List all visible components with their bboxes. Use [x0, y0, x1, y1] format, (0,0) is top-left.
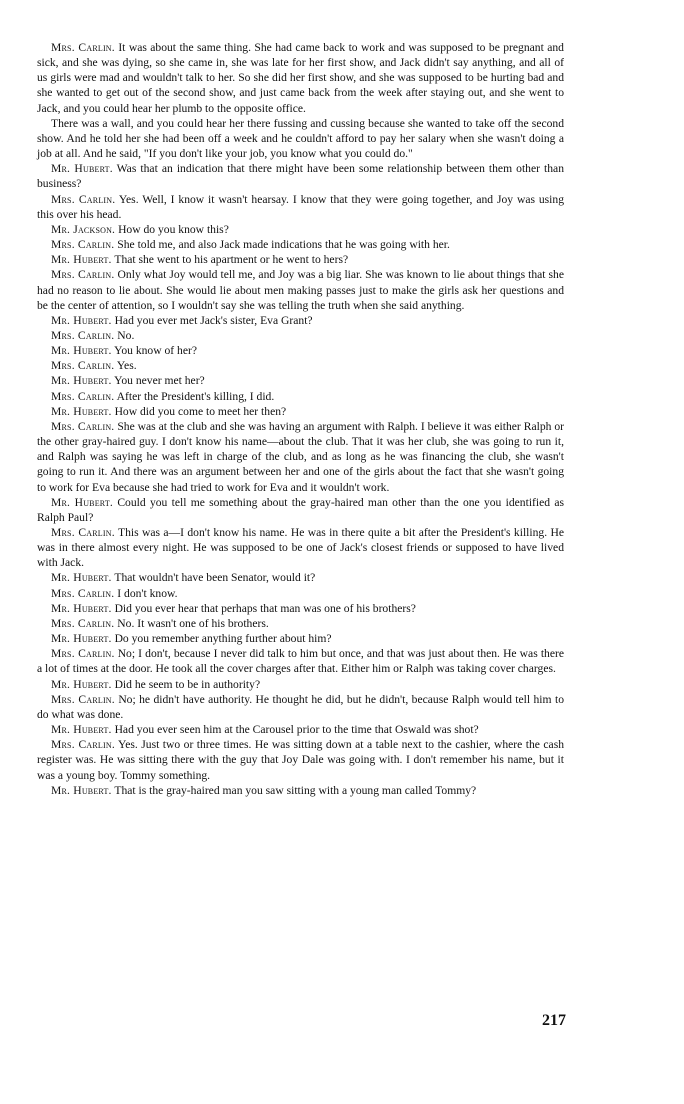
paragraph	[37, 525, 564, 570]
paragraph-text: No; I don't, because I never did talk to him but once, and that was just about then. He was there a lot of times at the door. He took all the cover charges after that. Either him or Ralph was taking cover charges.	[37, 647, 564, 676]
paragraph-text: There was a wall, and you could hear her there fussing and cussing because she wanted to take off the second show. And he told her she had been off a week and he couldn't afford to pay her salary when she wasn't doing a job at all. And he said, "If you don't like your job, you know what you could do."	[37, 116, 564, 161]
paragraph-text: Had you ever met Jack's sister, Eva Grant?	[114, 313, 313, 327]
paragraph	[37, 389, 564, 404]
paragraph-text: You never met her?	[114, 374, 205, 388]
paragraph	[37, 783, 564, 798]
paragraph	[37, 358, 564, 373]
speaker-name: Mrs. Carlin.	[51, 526, 115, 539]
paragraph	[37, 692, 564, 722]
paragraph	[37, 586, 564, 601]
paragraph-text: I don't know.	[117, 586, 178, 600]
speaker-name: Mrs. Carlin.	[51, 41, 115, 54]
speaker-name: Mr. Hubert.	[51, 162, 113, 176]
paragraph	[37, 737, 564, 782]
paragraph	[37, 313, 564, 328]
speaker-name: Mrs. Carlin.	[51, 359, 115, 373]
paragraph	[37, 631, 564, 646]
paragraph	[37, 267, 564, 312]
paragraph-text: This was a—I don't know his name. He was in there quite a bit after the President's killing. He was in there almost every night. He was supposed to be one of Jack's closest friends or supposed to have lived with Jack.	[37, 526, 564, 570]
speaker-name: Mrs. Carlin.	[51, 419, 115, 433]
paragraph-text: Did he seem to be in authority?	[114, 677, 261, 691]
speaker-name: Mr. Hubert.	[51, 374, 112, 388]
paragraph-text: Did you ever hear that perhaps that man was one of his brothers?	[114, 601, 416, 615]
paragraph	[37, 646, 564, 676]
paragraph-text: Was that an indication that there might have been some relationship between them other than business?	[37, 162, 564, 191]
paragraph-text: She told me, and also Jack made indications that he was going with her.	[117, 238, 450, 252]
speaker-name: Mr. Hubert.	[51, 783, 112, 797]
speaker-name: Mr. Hubert.	[51, 632, 112, 646]
paragraph	[37, 40, 564, 116]
speaker-name: Mr. Hubert.	[51, 253, 112, 267]
speaker-name: Mrs. Carlin.	[51, 692, 115, 706]
speaker-name: Mr. Hubert.	[51, 404, 112, 418]
paragraph	[37, 495, 564, 525]
paragraph-text: You know of her?	[114, 344, 197, 358]
paragraph	[37, 404, 564, 419]
paragraph-text: How did you come to meet her then?	[114, 404, 287, 418]
speaker-name: Mrs. Carlin.	[51, 268, 115, 282]
speaker-name: Mrs. Carlin.	[51, 238, 115, 252]
paragraph-text: After the President's killing, I did.	[116, 389, 275, 403]
paragraph-text: No; he didn't have authority. He thought he did, but he didn't, because Ralph would tell him to do what was done.	[37, 692, 564, 721]
speaker-name: Mrs. Carlin.	[51, 389, 115, 403]
paragraph-text: How do you know this?	[118, 222, 229, 236]
speaker-name: Mr. Jackson.	[51, 222, 116, 236]
paragraph	[37, 222, 564, 237]
speaker-name: Mrs. Carlin.	[51, 586, 115, 600]
paragraph	[37, 116, 564, 161]
speaker-name: Mr. Hubert.	[51, 677, 112, 691]
paragraph	[37, 373, 564, 388]
paragraph-text: No.	[117, 328, 135, 342]
paragraph-text: That wouldn't have been Senator, would it?	[114, 571, 316, 585]
paragraph-text: Do you remember anything further about him?	[114, 632, 332, 646]
paragraph	[37, 161, 564, 191]
paragraph-text: Only what Joy would tell me, and Joy was a big liar. She was known to lie about things that she had no reason to lie about. She would lie about men making passes just to make the girls ask her questions and be the center of attention, so I wouldn't say she was telling the truth when she said anything.	[37, 268, 564, 312]
paragraph-text: No. It wasn't one of his brothers.	[117, 616, 269, 630]
paragraph	[37, 252, 564, 267]
paragraph	[37, 601, 564, 616]
speaker-name: Mr. Hubert.	[51, 313, 112, 327]
paragraph-text: Yes. Well, I know it wasn't hearsay. I know that they were going together, and Joy was using this over his head.	[37, 192, 564, 221]
paragraph	[37, 616, 564, 631]
paragraph	[37, 677, 564, 692]
speaker-name: Mr. Hubert.	[51, 723, 112, 737]
paragraph	[37, 328, 564, 343]
page-number: 217	[542, 1012, 566, 1029]
document-page	[37, 40, 564, 798]
speaker-name: Mr. Hubert.	[51, 571, 112, 585]
speaker-name: Mrs. Carlin.	[51, 328, 115, 342]
paragraph-text: That she went to his apartment or he went to hers?	[114, 253, 349, 267]
paragraph	[37, 343, 564, 358]
speaker-name: Mrs. Carlin.	[51, 647, 115, 661]
speaker-name: Mrs. Carlin.	[51, 192, 116, 206]
paragraph-text: That is the gray-haired man you saw sitting with a young man called Tommy?	[114, 783, 477, 797]
paragraph	[37, 237, 564, 252]
speaker-name: Mr. Hubert.	[51, 495, 114, 509]
speaker-name: Mrs. Carlin.	[51, 616, 115, 630]
paragraph	[37, 192, 564, 222]
paragraph	[37, 570, 564, 585]
paragraph-text: It was about the same thing. She had came back to work and was supposed to be pregnant and sick, and she was dying, so she came in, she was late for her first show, and Jack didn't say anything, and all of us girls were mad and wouldn't talk to her. So she did her first show, and she was supposed to be hurting bad and she wanted to get out of the second show, and just came back from the week after staying out, and she went to Jack, and you could hear her plumb to the opposite office.	[37, 41, 564, 115]
paragraph-text: Yes.	[116, 359, 137, 373]
paragraph	[37, 722, 564, 737]
paragraph-text: She was at the club and she was having an argument with Ralph. I believe it was either Ralph or the other gray-haired guy. I don't know his name—about the club. That it was her club, she was going to run it, and Ralph was saying he was left in charge of the club, and as long as he was financing the club, she wasn't going to run it. And there was an argument between her and one of the girls about the fact that she wasn't going to work for Eva because she had tried to work for Eva and it wouldn't work.	[37, 419, 564, 494]
paragraph	[37, 419, 564, 495]
paragraph-text: Had you ever seen him at the Carousel prior to the time that Oswald was shot?	[114, 723, 479, 737]
paragraph-text: Could you tell me something about the gray-haired man other than the one you identified as Ralph Paul?	[37, 495, 564, 524]
speaker-name: Mr. Hubert.	[51, 344, 112, 358]
speaker-name: Mr. Hubert.	[51, 601, 112, 615]
paragraph-text: Yes. Just two or three times. He was sitting down at a table next to the cashier, where the cash register was. He was sitting there with the guy that Joy Dale was going with. I don't remember his name, but it was a young boy. Tommy something.	[37, 738, 565, 782]
speaker-name: Mrs. Carlin.	[51, 738, 115, 752]
